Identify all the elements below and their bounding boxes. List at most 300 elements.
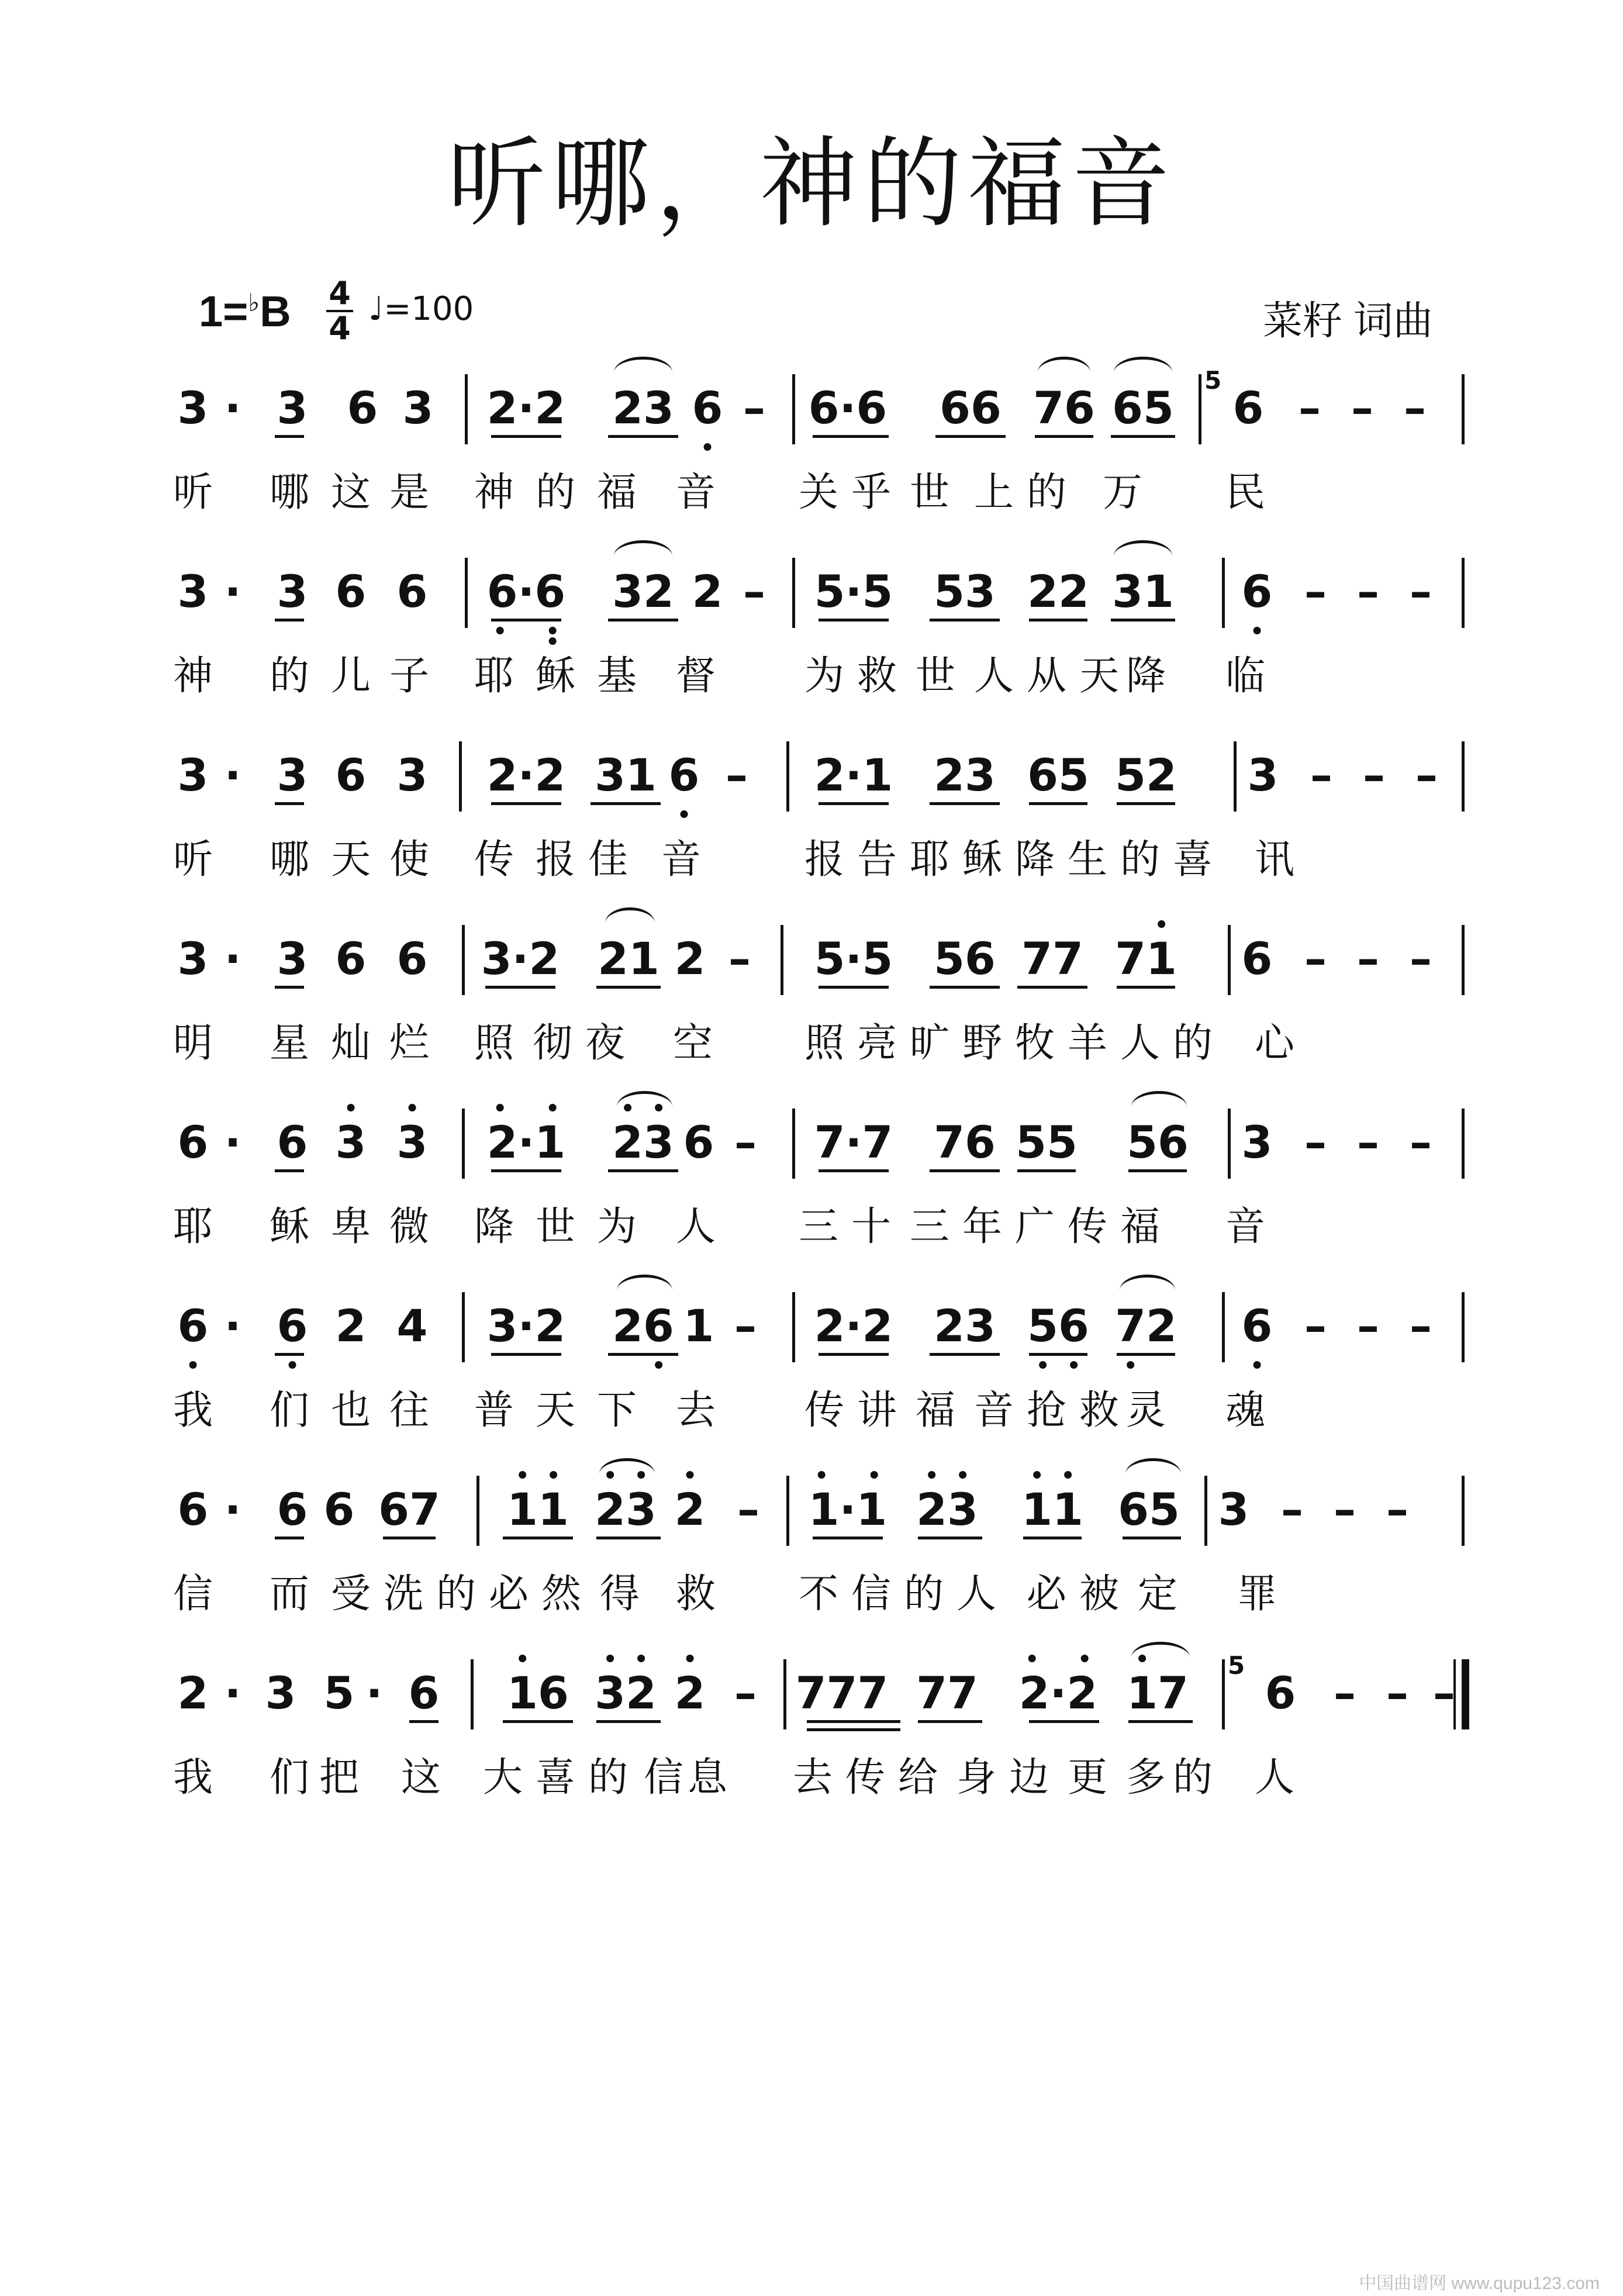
beam-underline [1029, 1353, 1087, 1356]
note: – [1334, 1483, 1356, 1535]
note: 6 [1265, 1667, 1296, 1719]
octave-dot [686, 1471, 694, 1479]
note: 66 [940, 382, 1002, 434]
beam-underline [503, 1537, 573, 1539]
note: 3 [1218, 1483, 1249, 1535]
meter-bottom: 4 [329, 310, 351, 347]
note: – [1433, 1667, 1455, 1719]
beam-underline [813, 435, 889, 438]
barline [1462, 1109, 1465, 1179]
note: 55 [1016, 1116, 1078, 1168]
note: – [1386, 1667, 1408, 1719]
lyric-char: 传 [1067, 1204, 1108, 1250]
octave-dot [1127, 1361, 1135, 1369]
lyric-char: 耶 [172, 1204, 213, 1250]
lyric-char: 身 [956, 1755, 997, 1801]
beam-underline [503, 1720, 573, 1723]
lyric-char: 受 [330, 1571, 371, 1617]
beam-underline [819, 1169, 889, 1172]
lyric-char: 的 [1120, 837, 1161, 883]
barline [1199, 374, 1201, 444]
note: 1·1 [809, 1487, 888, 1532]
barline [786, 741, 789, 812]
lyric-char: 照 [474, 1020, 514, 1066]
beam-underline [491, 1169, 561, 1172]
note: 2·1 [487, 1120, 566, 1165]
note: 6 [335, 933, 367, 985]
note: 6 [396, 565, 428, 617]
lyric-char: 人 [1120, 1020, 1161, 1066]
lyric-char: 传 [474, 837, 514, 883]
note: 23 [612, 1120, 674, 1165]
lyric-char: 使 [389, 837, 430, 883]
beam-underline [930, 1353, 1000, 1356]
note: 2 [692, 565, 723, 617]
note: 2·2 [1019, 1671, 1098, 1715]
lyric-char: 为 [804, 653, 845, 699]
barline [1462, 741, 1465, 812]
octave-dot [550, 1471, 557, 1479]
note: 3 [177, 382, 209, 434]
lyric-char: 哪 [269, 469, 310, 516]
barline [471, 1659, 474, 1729]
barline [1462, 1476, 1465, 1546]
note: 21 [598, 933, 659, 985]
lyric-char: 大 [482, 1755, 523, 1801]
note: 3 [177, 565, 209, 617]
note: 3 [277, 749, 308, 801]
barline [1222, 558, 1225, 628]
barline [1462, 374, 1465, 444]
lyric-char: 普 [474, 1387, 514, 1434]
lyric-char: 基 [596, 653, 637, 699]
note: 6 [1241, 933, 1273, 985]
lyric-char: 上 [973, 469, 1014, 516]
lyric-char: 救 [675, 1571, 716, 1617]
octave-dot [1253, 1361, 1261, 1369]
lyric-char: 夜 [585, 1020, 626, 1066]
beam-underline [275, 986, 304, 989]
note: 6·6 [808, 382, 888, 434]
slur [1131, 1642, 1190, 1658]
lyric-char: 子 [389, 653, 430, 699]
note: 3 [1247, 749, 1279, 801]
lyric-char: 的 [269, 653, 310, 699]
barline [1234, 741, 1237, 812]
grace-note: 5 [1204, 366, 1222, 395]
site-watermark: 中国曲谱网 www.qupu123.com [1359, 2274, 1600, 2293]
barline [476, 1476, 479, 1546]
note: – [737, 1483, 759, 1535]
note: – [1299, 382, 1321, 434]
octave-dot [1158, 920, 1165, 928]
octave-dot [289, 1361, 296, 1369]
lyric-char: 耶 [909, 837, 950, 883]
barline [465, 558, 468, 628]
lyric-char: 羊 [1067, 1020, 1108, 1066]
lyric-char: 讲 [857, 1387, 897, 1434]
beam-underline [930, 1169, 1000, 1172]
note: 3 [396, 749, 428, 801]
lyric-char: 人 [973, 653, 1014, 699]
beam-underline [930, 619, 1000, 622]
note: 3 [336, 1120, 367, 1165]
barline [462, 925, 465, 995]
final-barline-thick [1462, 1659, 1469, 1729]
beam-underline [608, 1169, 678, 1172]
slur [617, 1275, 672, 1290]
meter-top: 4 [329, 275, 351, 312]
lyric-char: 去 [792, 1755, 833, 1801]
beam-underline [591, 802, 661, 805]
beam-underline [819, 619, 889, 622]
note: – [743, 382, 765, 434]
note: 76 [934, 1116, 996, 1168]
note: 2 [674, 933, 706, 985]
lyric-char: 民 [1225, 469, 1266, 516]
lyric-char: 降 [1125, 653, 1166, 699]
lyric-char: 彻 [532, 1020, 573, 1066]
barline [783, 1659, 786, 1729]
barline [465, 374, 468, 444]
octave-dot [519, 1655, 527, 1662]
barline [1462, 925, 1465, 995]
note: 6 [1232, 382, 1264, 434]
note: 6 [178, 1304, 209, 1348]
lyric-char: 灵 [1125, 1387, 1166, 1434]
note: – [1404, 382, 1426, 434]
note: – [728, 933, 751, 985]
octave-dot [681, 810, 688, 818]
note: 23 [612, 382, 674, 434]
note: 56 [1127, 1116, 1189, 1168]
lyric-char: 天 [535, 1387, 576, 1434]
note: 77 [916, 1667, 978, 1719]
note: 2 [675, 1487, 706, 1532]
beam-underline [485, 986, 555, 989]
lyric-char: 必 [1026, 1571, 1067, 1617]
note: · [224, 1483, 241, 1535]
beam-underline [807, 1728, 900, 1731]
note: 6 [323, 1483, 355, 1535]
beam-underline [813, 1537, 883, 1539]
lyric-char: 哪 [269, 837, 310, 883]
note: – [1334, 1667, 1356, 1719]
lyric-char: 从 [1026, 653, 1067, 699]
flat-sign: ♭ [248, 289, 260, 316]
barline [792, 1292, 795, 1362]
note: 3 [277, 933, 308, 985]
slur [1131, 1091, 1187, 1107]
lyric-char: 喜 [535, 1755, 576, 1801]
lyric-char: 福 [1120, 1204, 1161, 1250]
lyric-char: 佳 [588, 837, 629, 883]
note: – [734, 1116, 757, 1168]
octave-dot [1040, 1361, 1047, 1369]
lyric-char: 往 [389, 1387, 430, 1434]
barline [781, 925, 783, 995]
beam-underline [275, 1537, 304, 1539]
beam-underline [1117, 802, 1175, 805]
note: 56 [1027, 1304, 1089, 1348]
octave-dot [409, 1104, 416, 1111]
beam-underline [1017, 1169, 1076, 1172]
lyric-char: 音 [973, 1387, 1014, 1434]
lyric-char: 亮 [857, 1020, 897, 1066]
lyric-char: 们 [269, 1387, 310, 1434]
note: · [365, 1667, 383, 1719]
slur [614, 357, 672, 372]
octave-dot [1064, 1471, 1072, 1479]
note: 6·6 [487, 569, 566, 614]
lyric-char: 关 [798, 469, 839, 516]
lyric-char: 天 [1079, 653, 1120, 699]
lyric-char: 人 [1254, 1755, 1295, 1801]
note: – [1304, 1116, 1327, 1168]
lyric-char: 世 [915, 653, 956, 699]
lyric-char: 照 [804, 1020, 845, 1066]
note: – [1304, 933, 1327, 985]
beam-underline [608, 435, 678, 438]
note: 2·2 [486, 382, 566, 434]
barline [459, 741, 462, 812]
beam-underline [1029, 802, 1087, 805]
note: 6 [277, 1304, 308, 1348]
octave-dot [637, 1655, 645, 1662]
slur [605, 907, 655, 923]
beam-underline [819, 1353, 889, 1356]
octave-dot [189, 1361, 197, 1369]
beam-underline [807, 1720, 900, 1723]
note: 2·2 [486, 749, 566, 801]
lyric-char: 我 [172, 1387, 213, 1434]
note: – [1304, 565, 1327, 617]
note: 2 [335, 1300, 367, 1352]
barline [1462, 558, 1465, 628]
lyric-char: 明 [172, 1020, 213, 1066]
barline [1222, 1292, 1225, 1362]
beam-underline [491, 435, 561, 438]
note: 3 [397, 1120, 428, 1165]
lyric-char: 耶 [474, 653, 514, 699]
note: 32 [612, 565, 674, 617]
note: – [1357, 933, 1379, 985]
note: 2·2 [814, 1300, 893, 1352]
lyric-char: 告 [857, 837, 897, 883]
lyric-char: 洗 [383, 1571, 424, 1617]
barline [792, 374, 795, 444]
lyric-char: 降 [474, 1204, 514, 1250]
octave-dot [549, 1104, 557, 1111]
lyric-char: 音 [675, 469, 716, 516]
lyric-char: 广 [1014, 1204, 1055, 1250]
note: 5·5 [814, 933, 893, 985]
note: 6 [335, 749, 367, 801]
note: – [1415, 749, 1438, 801]
lyric-char: 福 [915, 1387, 956, 1434]
lyric-char: 星 [269, 1020, 310, 1066]
note: 11 [507, 1487, 569, 1532]
slur [1038, 357, 1090, 372]
note: 65 [1027, 749, 1089, 801]
lyric-char: 救 [1079, 1387, 1120, 1434]
note: – [743, 565, 765, 617]
note: – [726, 749, 748, 801]
note: – [1363, 749, 1385, 801]
lyric-char: 心 [1254, 1020, 1295, 1066]
slur [617, 1091, 672, 1107]
lyric-char: 更 [1067, 1755, 1108, 1801]
beam-underline [596, 1720, 661, 1723]
lyric-char: 得 [599, 1571, 640, 1617]
note: 6 [1242, 1304, 1273, 1348]
lyric-char: 儿 [330, 653, 371, 699]
lyric-char: 边 [1009, 1755, 1049, 1801]
slur [1114, 540, 1172, 556]
beam-underline [930, 986, 1000, 989]
lyric-char: 定 [1137, 1571, 1178, 1617]
beam-underline [935, 435, 1006, 438]
lyric-char: 传 [845, 1755, 886, 1801]
note: 6 [683, 1116, 714, 1168]
beam-underline [1029, 1720, 1099, 1723]
lyric-char: 给 [897, 1755, 938, 1801]
note: 56 [934, 933, 996, 985]
octave-dot [519, 1471, 527, 1479]
note: 23 [916, 1487, 978, 1532]
note: 6 [1242, 569, 1273, 614]
note: – [1357, 565, 1379, 617]
note: 26 [612, 1304, 674, 1348]
lyric-char: 神 [172, 653, 213, 699]
beam-underline [918, 1720, 982, 1723]
note: 2 [177, 1667, 209, 1719]
page-title: 听哪，神的福音 [447, 126, 1176, 241]
note: – [734, 1667, 757, 1719]
note: 31 [595, 749, 657, 801]
lyric-char: 息 [687, 1755, 728, 1801]
note: – [1410, 565, 1432, 617]
octave-dot [496, 627, 504, 634]
lyric-char: 传 [804, 1387, 845, 1434]
barline [1204, 1476, 1207, 1546]
beam-underline [275, 1169, 304, 1172]
barline [1228, 1109, 1231, 1179]
note: – [1310, 749, 1332, 801]
note: 4 [396, 1300, 428, 1352]
lyric-char: 天 [330, 837, 371, 883]
lyric-char: 把 [319, 1755, 360, 1801]
lyric-char: 生 [1067, 837, 1108, 883]
barline [1462, 1292, 1465, 1362]
octave-dot [655, 1361, 662, 1369]
note: 777 [795, 1667, 889, 1719]
lyric-char: 多 [1125, 1755, 1166, 1801]
barline [462, 1109, 465, 1179]
lyric-char: 三 [909, 1204, 950, 1250]
note: · [224, 1116, 241, 1168]
slur [1125, 1458, 1181, 1474]
beam-underline [1023, 1537, 1082, 1539]
slur [599, 1458, 655, 1474]
lyric-char: 神 [474, 469, 514, 516]
beam-underline [491, 1353, 561, 1356]
octave-dot [549, 627, 557, 634]
note: 52 [1115, 749, 1177, 801]
note: 3 [277, 565, 308, 617]
key-label: 1=♭B [199, 287, 291, 336]
beam-underline [608, 1353, 678, 1356]
note: 6 [408, 1667, 440, 1719]
lyric-char: 福 [596, 469, 637, 516]
note: 3 [277, 382, 308, 434]
note: – [1386, 1483, 1408, 1535]
note: – [1357, 1300, 1379, 1352]
lyric-char: 降 [1014, 837, 1055, 883]
slur [614, 540, 672, 556]
lyric-char: 信 [851, 1571, 892, 1617]
lyric-char: 的 [1172, 1020, 1213, 1066]
note: · [224, 933, 241, 985]
beam-underline [1128, 1169, 1187, 1172]
beam-underline [275, 802, 304, 805]
beam-underline [275, 1353, 304, 1356]
note: 6 [396, 933, 428, 985]
lyric-char: 稣 [535, 653, 576, 699]
lyric-char: 野 [962, 1020, 1003, 1066]
lyric-char: 三 [798, 1204, 839, 1250]
note: · [224, 382, 241, 434]
lyric-char: 的 [1172, 1755, 1213, 1801]
note: – [1281, 1483, 1303, 1535]
note: 3 [265, 1667, 296, 1719]
beam-underline [491, 619, 561, 622]
note: 3 [1241, 1116, 1273, 1168]
octave-dot [607, 1655, 614, 1662]
note: · [224, 749, 241, 801]
barline [1228, 925, 1231, 995]
lyric-char: 的 [1026, 469, 1067, 516]
note: 76 [1033, 382, 1095, 434]
note: · [224, 565, 241, 617]
note: · [224, 1300, 241, 1352]
note: 6 [692, 386, 723, 430]
lyric-char: 为 [596, 1204, 637, 1250]
barline [462, 1292, 465, 1362]
note: 65 [1118, 1483, 1180, 1535]
lyric-char: 听 [172, 837, 213, 883]
lyric-char: 卑 [330, 1204, 371, 1250]
lyric-char: 空 [672, 1020, 713, 1066]
beam-underline [1117, 1353, 1175, 1356]
octave-dot [1070, 1361, 1078, 1369]
beam-underline [383, 1537, 436, 1539]
lyric-char: 报 [804, 837, 845, 883]
lyric-char: 稣 [269, 1204, 310, 1250]
octave-dot [704, 443, 712, 451]
octave-dot [1028, 1655, 1036, 1662]
note: 31 [1112, 565, 1174, 617]
note: 3·2 [486, 1300, 566, 1352]
octave-dot [871, 1471, 878, 1479]
lyric-char: 烂 [389, 1020, 430, 1066]
beam-underline [1128, 1720, 1193, 1723]
octave-dot [1034, 1471, 1041, 1479]
lyric-char: 的 [588, 1755, 629, 1801]
lyric-char: 罪 [1237, 1571, 1277, 1617]
beam-underline [1117, 986, 1175, 989]
note: 65 [1112, 382, 1174, 434]
